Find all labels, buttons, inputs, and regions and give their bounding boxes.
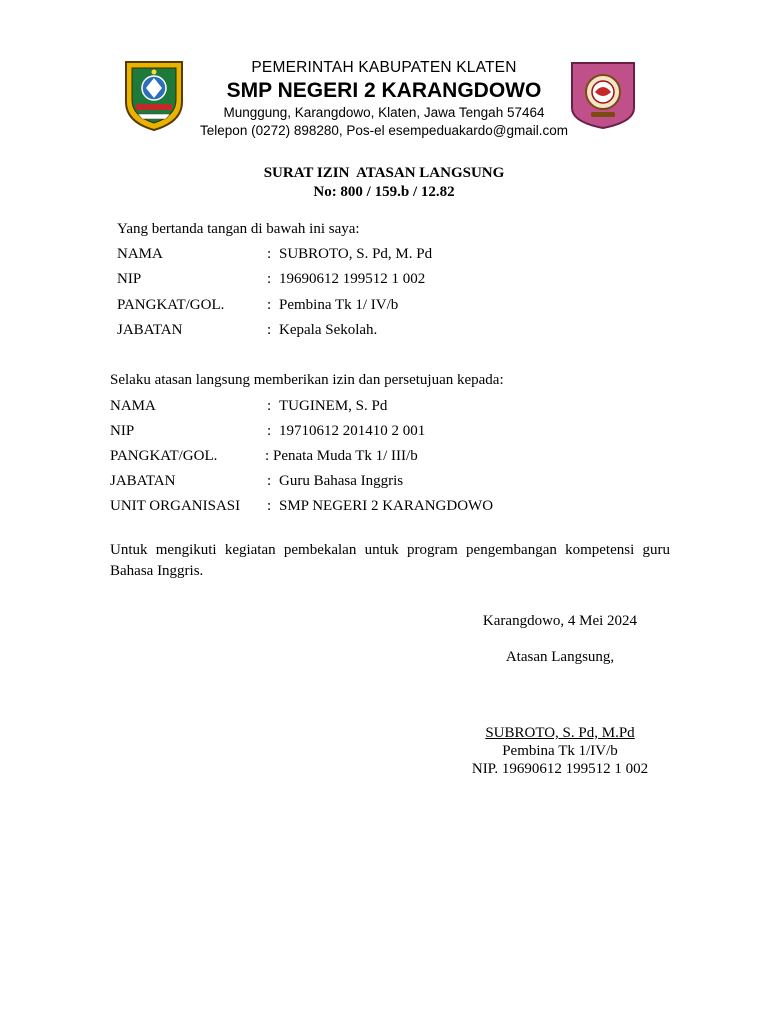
field-colon: : — [267, 322, 272, 338]
field-value: Penata Muda Tk 1/ III/b — [273, 448, 418, 464]
signature-name: SUBROTO, S. Pd, M.Pd — [485, 725, 635, 741]
letterhead-text — [200, 58, 568, 140]
field-colon: : — [265, 448, 270, 464]
signature-nip: NIP. 19690612 199512 1 002 — [471, 761, 649, 777]
field-label: PANGKAT/GOL. — [117, 297, 225, 313]
field-value: Guru Bahasa Inggris — [279, 473, 404, 489]
letterhead — [0, 0, 768, 150]
signature-place-date: Karangdowo, 4 Mei 2024 — [482, 613, 638, 629]
school-emblem-icon — [569, 60, 637, 130]
section2-intro: Selaku atasan langsung memberikan izin dan persetujuan kepada: — [110, 372, 504, 388]
field-label: NAMA — [117, 246, 163, 262]
letter-number: No: 800 / 159.b / 12.82 — [313, 184, 455, 200]
field-value: 19710612 201410 2 001 — [279, 423, 426, 439]
signature-role: Atasan Langsung, — [505, 649, 615, 665]
field-label: JABATAN — [110, 473, 176, 489]
field-colon: : — [267, 498, 272, 514]
letterhead-address: Munggung, Karangdowo, Klaten, Jawa Tengah 57464 — [223, 105, 545, 120]
letter-title — [0, 164, 768, 202]
field-colon: : — [267, 423, 272, 439]
signature-rank: Pembina Tk 1/IV/b — [502, 743, 618, 759]
field-label: UNIT ORGANISASI — [110, 498, 241, 514]
field-colon: : — [267, 246, 272, 262]
field-label: JABATAN — [117, 322, 183, 338]
field-colon: : — [267, 473, 272, 489]
letter-heading: SURAT IZIN ATASAN LANGSUNG — [263, 165, 505, 181]
field-label: PANGKAT/GOL. — [110, 448, 218, 464]
field-colon: : — [267, 271, 272, 287]
section1-intro: Yang bertanda tangan di bawah ini saya: — [117, 221, 360, 237]
field-colon: : — [267, 398, 272, 414]
field-label: NIP — [110, 423, 135, 439]
field-value: TUGINEM, S. Pd — [279, 398, 388, 414]
purpose-paragraph: Untuk mengikuti kegiatan pembekalan untuk program pengembangan kompetensi guru Bahasa Inggris. — [110, 542, 670, 579]
field-colon: : — [267, 297, 272, 313]
field-value: Pembina Tk 1/ IV/b — [279, 297, 399, 313]
letterhead-school-name: SMP NEGERI 2 KARANGDOWO — [226, 79, 542, 102]
field-value: 19690612 199512 1 002 — [279, 271, 426, 287]
field-value: Kepala Sekolah. — [279, 322, 378, 338]
klaten-regency-crest-icon — [122, 58, 186, 132]
field-value: SMP NEGERI 2 KARANGDOWO — [279, 498, 494, 514]
letterhead-contact: Telepon (0272) 898280, Pos-el esempeduakardo@gmail.com — [200, 123, 568, 138]
field-label: NIP — [117, 271, 142, 287]
letterhead-government: PEMERINTAH KABUPATEN KLATEN — [251, 59, 517, 76]
field-value: SUBROTO, S. Pd, M. Pd — [279, 246, 433, 262]
field-label: NAMA — [110, 398, 156, 414]
